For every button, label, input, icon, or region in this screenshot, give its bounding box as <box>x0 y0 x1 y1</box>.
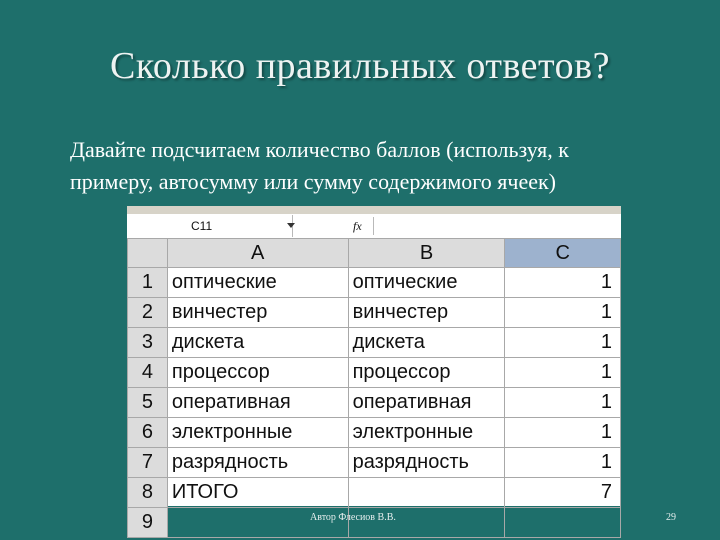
cell[interactable]: 7 <box>505 478 621 508</box>
cell[interactable]: разрядность <box>348 448 505 478</box>
row-header[interactable]: 7 <box>128 448 168 478</box>
table-row <box>128 478 621 508</box>
table-row <box>128 328 621 358</box>
cell[interactable]: процессор <box>348 358 505 388</box>
row-header[interactable]: 6 <box>128 418 168 448</box>
cell[interactable]: 1 <box>505 328 621 358</box>
cell[interactable]: оперативная <box>348 388 505 418</box>
name-box[interactable]: C11 <box>175 215 293 237</box>
cell[interactable]: процессор <box>167 358 348 388</box>
cell[interactable] <box>348 478 505 508</box>
cell[interactable] <box>505 508 621 538</box>
cell[interactable]: оптические <box>167 268 348 298</box>
table-row <box>128 268 621 298</box>
cell[interactable]: 1 <box>505 358 621 388</box>
cell[interactable]: 1 <box>505 448 621 478</box>
cell[interactable]: 1 <box>505 388 621 418</box>
row-header[interactable]: 9 <box>128 508 168 538</box>
select-all-corner[interactable] <box>128 239 168 268</box>
row-header[interactable]: 4 <box>128 358 168 388</box>
cell[interactable]: оперативная <box>167 388 348 418</box>
body-line-2: примеру, автосумму или сумму содержимого ячеек) <box>70 169 556 194</box>
slide-title: Сколько правильных ответов? <box>110 45 610 87</box>
formula-input[interactable] <box>373 217 614 235</box>
row-header[interactable]: 2 <box>128 298 168 328</box>
cell[interactable]: дискета <box>348 328 505 358</box>
cell[interactable]: электронные <box>348 418 505 448</box>
formula-bar <box>127 214 621 239</box>
chevron-down-icon[interactable] <box>287 223 295 228</box>
spreadsheet-grid <box>127 238 621 538</box>
footer-author: Автор Флесиов В.В. <box>310 512 396 523</box>
cell[interactable]: разрядность <box>167 448 348 478</box>
cell[interactable]: ИТОГО <box>167 478 348 508</box>
row-header[interactable]: 3 <box>128 328 168 358</box>
table-row <box>128 448 621 478</box>
column-header-row <box>128 239 621 268</box>
column-header-a[interactable]: A <box>167 239 348 268</box>
row-header[interactable]: 5 <box>128 388 168 418</box>
toolbar-strip <box>127 206 621 214</box>
column-header-c[interactable]: C <box>505 239 621 268</box>
table-row <box>128 358 621 388</box>
column-header-b[interactable]: B <box>348 239 505 268</box>
page-number: 29 <box>666 512 676 523</box>
cell[interactable]: 1 <box>505 268 621 298</box>
cell[interactable]: винчестер <box>348 298 505 328</box>
cell[interactable]: оптические <box>348 268 505 298</box>
table-row <box>128 388 621 418</box>
body-line-1: Давайте подсчитаем количество баллов (используя, к <box>70 137 569 162</box>
table-row <box>128 298 621 328</box>
table-row <box>128 418 621 448</box>
row-header[interactable]: 1 <box>128 268 168 298</box>
cell[interactable]: винчестер <box>167 298 348 328</box>
row-header[interactable]: 8 <box>128 478 168 508</box>
cell[interactable]: 1 <box>505 298 621 328</box>
cell[interactable]: электронные <box>167 418 348 448</box>
cell[interactable]: дискета <box>167 328 348 358</box>
cell[interactable]: 1 <box>505 418 621 448</box>
slide-body <box>70 134 700 198</box>
fx-icon[interactable]: fx <box>353 219 362 233</box>
